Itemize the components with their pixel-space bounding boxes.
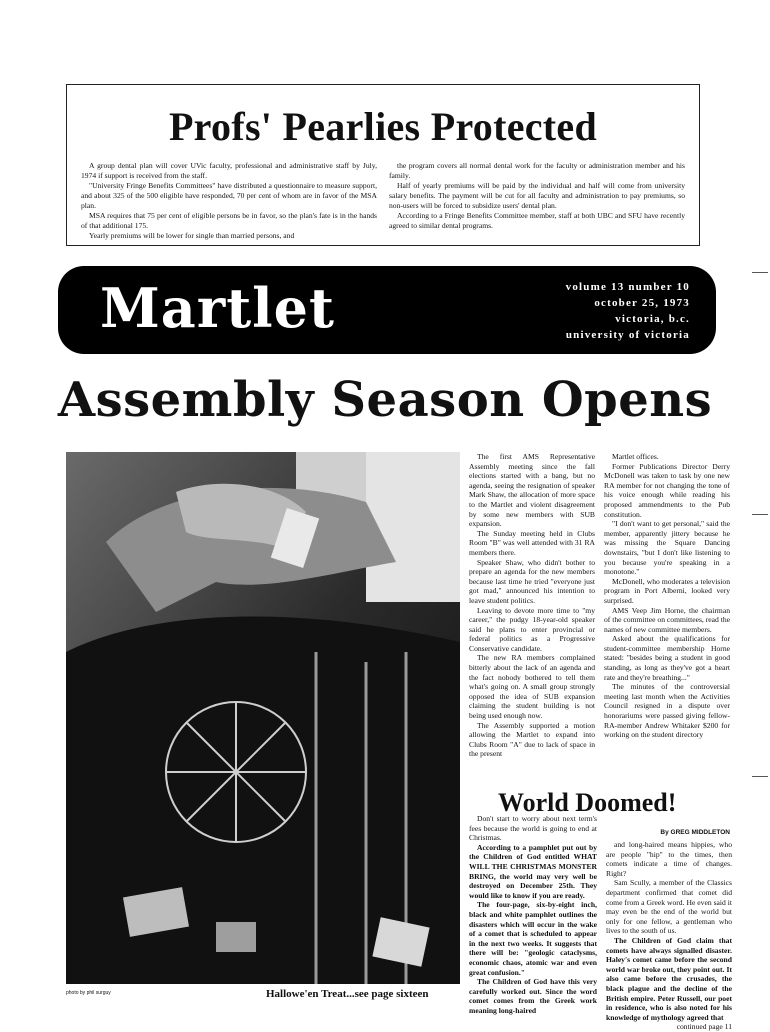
top-story-headline: Profs' Pearlies Protected (168, 104, 598, 149)
article-paragraph: Asked about the qualifications for student-committee membership Horne stated: "besides being a student in good standing, as long as they've got a heart rate and they're breathing..." (604, 634, 730, 682)
second-story-column-2 (606, 840, 732, 1032)
photo-illustration (66, 452, 460, 984)
article-paragraph: and long-haired means hippies, who are people "hip" to the times, then comets indicate a time of changes. Right? (606, 840, 732, 878)
masthead-info (566, 279, 690, 343)
article-paragraph: McDonell, who moderates a television program in Port Alberni, looked very surprised. (604, 576, 730, 605)
top-story-paragraph: A group dental plan will cover UVic faculty, professional and administrative staff by July, 1974 if support is received from the staff. (81, 161, 377, 180)
continued-link[interactable]: continued page 11 (676, 1022, 732, 1032)
article-paragraph: According to a pamphlet put out by the Children of God entitled WHAT WILL THE CHRISTMAS MONSTER BRING, the world may very well be destroyed on December 25th. They would like to know if you are ready. (469, 842, 597, 900)
photo-caption: Hallowe'en Treat...see page sixteen (266, 988, 429, 1000)
location: victoria, b.c. (615, 313, 690, 325)
article-paragraph: Former Publications Director Derry McDonell was taken to task by one new RA member for not changing the tone of his voice enough while reading his proposed ammendments to the Pub constitution. (604, 461, 730, 519)
article-paragraph: The Children of God claim that comets have always signalled disaster. Haley's comet came before the second world war broke out, they point out. It also came before the crusades, the black plague and the decline of the British empire. Peter Russell, our poet in residence, who is also noted for his knowledge of mythology agreed that (606, 935, 732, 1022)
article-paragraph: Speaker Shaw, who didn't bother to prepare an agenda for the new members because last time he tried "everyone just got mad," announced his intention to leave student politics. (469, 557, 595, 605)
article-paragraph: "I don't want to get personal," said the member, apparently jittery because he was missing the Square Dancing downstairs, "but I don't like listening to you because you're speaking in a monotone." (604, 519, 730, 577)
second-story-headline: World Doomed! (498, 788, 677, 817)
article-paragraph: The Sunday meeting held in Clubs Room "B" was well attended with 31 RA members there. (469, 528, 595, 557)
article-paragraph: Sam Scully, a member of the Classics department confirmed that comet did come from a Greek word. He even said it may even be the end of the world but only for one fellow, a gentleman who lives to the south of us. (606, 878, 732, 936)
main-story-column-2 (604, 452, 730, 786)
top-story-paragraph: Half of yearly premiums will be paid by the individual and half will come from university salary benefits. The payment will be cut for all faculty and administration to pay premiums, so non-users will be forced to subsidize users' dental plan. (389, 181, 685, 210)
article-paragraph: The Children of God have this very carefully worked out. Since the word comet comes from the Greek work meaning long-haired (469, 977, 597, 1015)
top-story-paragraph: According to a Fringe Benefits Committee member, staff at both UBC and SFU have recently agreed to similar dental programs. (389, 211, 685, 230)
top-story-paragraph: "University Fringe Benefits Committees" have distributed a questionnaire to measure support, and about 325 of the 500 eligible have responded, 70 per cent of whom are in favor of the MSA plan. (81, 181, 377, 210)
masthead (58, 266, 716, 354)
margin-mark (752, 514, 768, 515)
main-headline: Assembly Season Opens (57, 372, 713, 428)
article-paragraph: The new RA members complained bitterly about the lack of an agenda and the fact nobody bothered to tell them what's going on. A small group strongly opposed the idea of SUB expansion claiming the student building is not being used enough now. (469, 653, 595, 721)
issue-date: october 25, 1973 (594, 297, 690, 309)
martlet-logo: Martlet (100, 276, 335, 340)
top-story-left-column (81, 161, 377, 241)
top-story-paragraph: MSA requires that 75 per cent of eligible persons be in favor, so the plan's fate is in the hands of that additional 175. (81, 211, 377, 230)
top-story-right-column (389, 161, 685, 231)
article-paragraph: The Assembly supported a motion allowing the Martlet to expand into Clubs Room "A" due to lack of space in the present (469, 720, 595, 759)
top-story-paragraph: Yearly premiums will be lower for single than married persons, and (89, 231, 295, 240)
article-paragraph: The minutes of the controversial meeting last month when the Activities Council resigned in a dispute over honorariums were passed giving fellow-RA-member Andrew Whitaker $200 for working on the student directory (604, 682, 730, 740)
main-story-column-1 (469, 452, 595, 786)
margin-mark (752, 776, 768, 777)
hallowe-en-photo (66, 452, 460, 984)
top-story-box (66, 84, 700, 246)
article-paragraph: AMS Veep Jim Horne, the chairman of the committee on committees, read the names of new committee members. (604, 605, 730, 634)
article-paragraph: Martlet offices. (612, 452, 659, 461)
photo-credit: photo by phil surguy (66, 990, 111, 996)
article-paragraph: Don't start to worry about next term's fees because the world is going to end at Christmas. (469, 814, 597, 843)
byline: By GREG MIDDLETON (660, 829, 730, 836)
university-name: university of victoria (565, 329, 690, 341)
second-story-column-1 (469, 814, 597, 1014)
article-paragraph: The first AMS Representative Assembly meeting since the fall elections started with a bang, but no agenda, seeing the resignation of speaker Mark Shaw, the allocation of more space to the Martlet and violent disagreement by some new members with SUB expansion. (469, 452, 595, 529)
margin-mark (752, 272, 768, 273)
article-paragraph: The four-page, six-by-eight inch, black and white pamphlet outlines the disasters which will occur in the wake of a comet that is scheduled to appear in the next two weeks. It suggests that there will be: "geologic cataclysms, economic chaos, atomic war and even great confusion." (469, 900, 597, 977)
article-paragraph: Leaving to devote more time to "my career," the pudgy 18-year-old speaker said he plans to enter provincial or federal politics as a Progressive Conservative candidate. (469, 605, 595, 653)
top-story-paragraph: the program covers all normal dental work for the faculty or administration member and his family. (389, 161, 685, 180)
volume-number: volume 13 number 10 (565, 281, 690, 293)
